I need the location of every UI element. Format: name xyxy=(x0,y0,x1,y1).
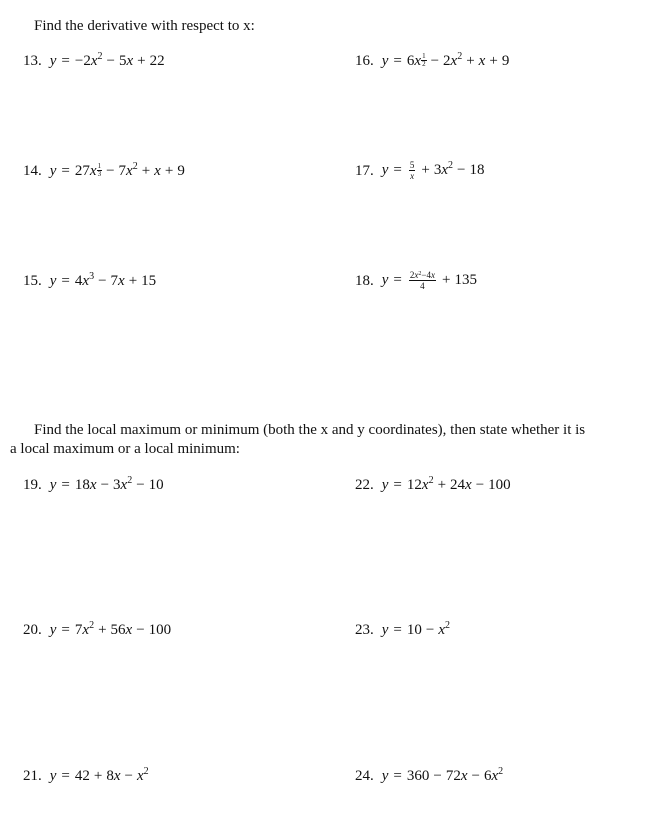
equation: $y = 12x^2 + 24x - 100$ xyxy=(381,475,511,493)
equation: $y = 360 - 72x - 6x^2$ xyxy=(381,766,504,784)
problem-23 xyxy=(355,621,450,639)
problem-21 xyxy=(23,767,149,785)
problem-number: 22. xyxy=(355,477,374,493)
equation: $y = 10 - x^2$ xyxy=(381,620,451,638)
equation: y = $\frac{5}{x}$ + $3x^2 - 18$ xyxy=(381,159,485,181)
problem-18 xyxy=(355,270,477,291)
problem-number: 21. xyxy=(23,768,42,784)
equation: $y = 7x^2 + 56x - 100$ xyxy=(49,620,172,638)
problem-22 xyxy=(355,476,511,494)
equation: $y = 42 + 8x - x^2$ xyxy=(49,766,149,784)
problem-14 xyxy=(23,162,185,180)
problem-number: 13. xyxy=(23,53,42,69)
equation: $y = 4x^3 - 7x + 15$ xyxy=(49,271,157,289)
problem-number: 16. xyxy=(355,53,374,69)
problem-15 xyxy=(23,272,156,290)
problem-number: 23. xyxy=(355,622,374,638)
problem-19 xyxy=(23,476,164,494)
problem-16 xyxy=(355,52,509,70)
equation: y = 6x $\frac{1}{2}$ − $2x^2 + x + 9$ xyxy=(381,51,510,69)
derivative-instruction: Find the derivative with respect to x: xyxy=(34,18,255,34)
equation: y = $\frac{2x^2-4x}{4}$ + 135 xyxy=(381,270,477,291)
problem-17 xyxy=(355,160,485,181)
problem-number: 15. xyxy=(23,273,42,289)
problem-13 xyxy=(23,52,165,70)
equation: y = 27x $\frac{1}{3}$ − $7x^2 + x + 9$ xyxy=(49,161,185,179)
problem-number: 14. xyxy=(23,163,42,179)
problem-24 xyxy=(355,767,503,785)
equation: $y = -2x^2 - 5x + 22$ xyxy=(49,51,165,69)
local-extrema-instruction-line2: a local maximum or a local minimum: xyxy=(10,441,240,457)
problem-number: 17. xyxy=(355,162,374,179)
problem-number: 19. xyxy=(23,477,42,493)
problem-number: 24. xyxy=(355,768,374,784)
problem-number: 18. xyxy=(355,272,374,289)
local-extrema-instruction-line1: Find the local maximum or minimum (both the x and y coordinates), then state whether it is xyxy=(34,422,586,438)
equation: $y = 18x - 3x^2 - 10$ xyxy=(49,475,164,493)
problem-number: 20. xyxy=(23,622,42,638)
problem-20 xyxy=(23,621,171,639)
